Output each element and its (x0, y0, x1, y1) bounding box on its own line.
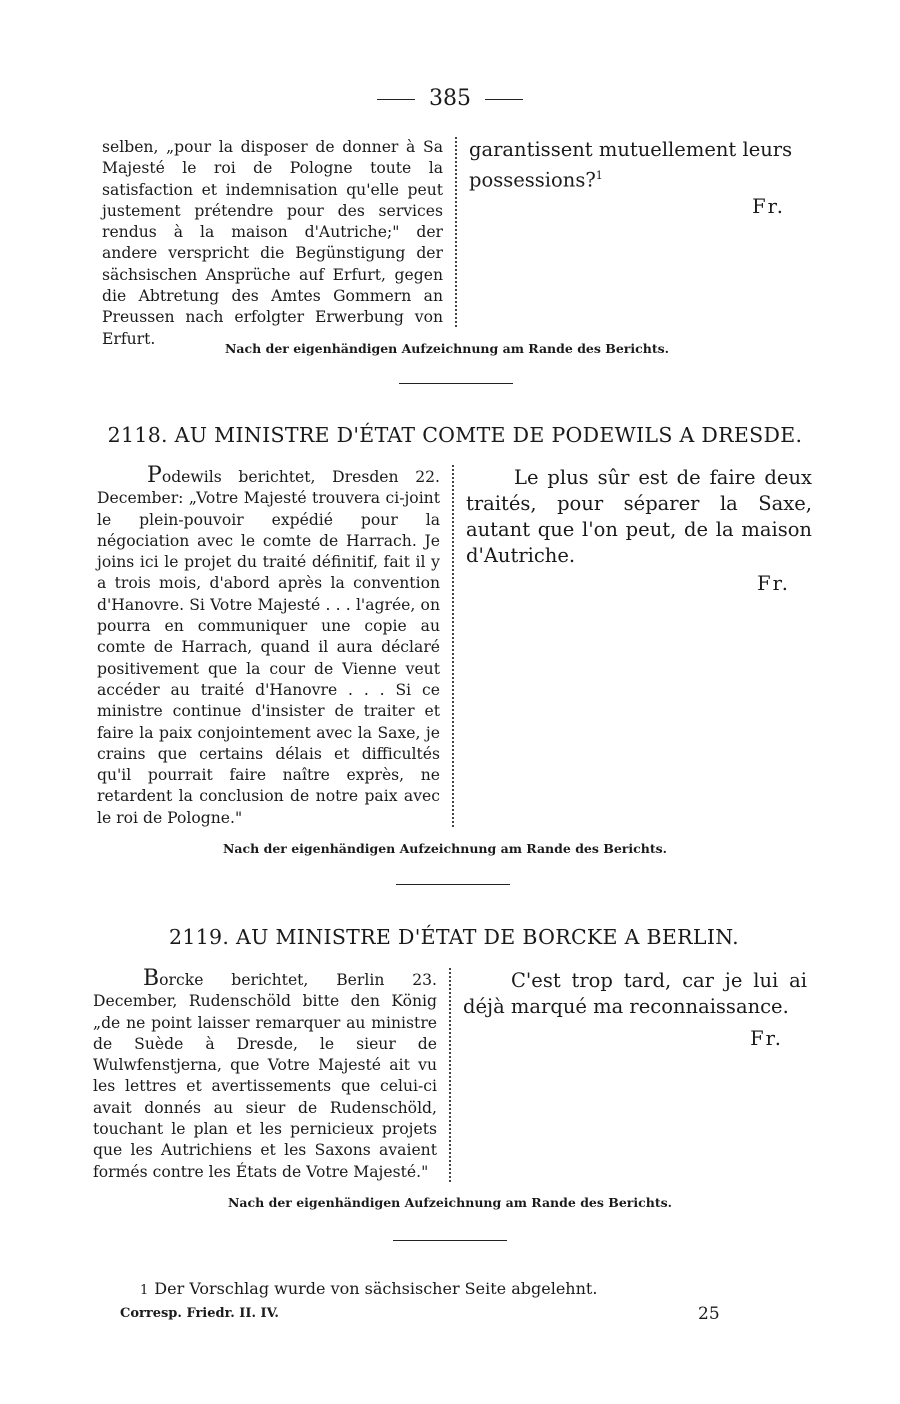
section-rule (396, 884, 510, 885)
continuation-left-text: selben, „pour la disposer de donner à Sa Majesté le roi de Pologne toute la satisfaction et indemnisation qu'elle peut justement prétendre pour des services rendus à la maison d'Autriche;" der andere verspricht die Begünstigung der sächsischen Ansprüche auf Erfurt, gegen die Abtretung des Amtes Gommern an Preussen nach erfolgter Erwerbung von Erfurt. (102, 138, 443, 348)
footnote-marker-ref: 1 (595, 169, 603, 182)
section-2119-signature: Fr. (750, 1027, 783, 1050)
page-number: 385 (429, 86, 471, 111)
section-2119-left-column (93, 968, 449, 1183)
section-2118-left-column (97, 465, 452, 829)
continuation-right-text: garantissent mutuellement leurs possessions?$^1$ (469, 138, 793, 192)
section-2118-signature: Fr. (757, 572, 790, 595)
section-rule (399, 383, 513, 384)
footer-signature-number: 25 (698, 1304, 720, 1324)
section-2119-left-text: orcke berichtet, Berlin 23. December, Rudenschöld bitte den König „de ne point laisser remarquer au ministre de Suède à Dresde, le sieur de Wulwfenstjerna, que Votre Majesté ait vu les lettres et avertissements que celui-ci avait donnés au sieur de Rudenschöld, touchant le plan et les pernicieux projets que les Autrichiens et les Saxons avaient formés contre les États de Votre Majesté." (93, 971, 437, 1181)
continuation-note: Nach der eigenhändigen Aufzeichnung am Rande des Berichts. (225, 341, 669, 356)
section-2119-right-text: C'est trop tard, car je lui ai déjà marqué ma reconnaissance. (463, 969, 807, 1018)
section-2118-heading: 2118. AU MINISTRE D'ÉTAT COMTE DE PODEWILS A DRESDE. (107, 423, 803, 447)
section-2119-right-column (451, 968, 807, 1183)
section-2118-note: Nach der eigenhändigen Aufzeichnung am Rande des Berichts. (223, 841, 667, 856)
section-2119-block (93, 968, 807, 1183)
continuation-right-column (457, 137, 809, 350)
footnote-text: Der Vorschlag wurde von sächsischer Seite abgelehnt. (154, 1279, 598, 1298)
continuation-block (102, 137, 809, 350)
footer-source: Corresp. Friedr. II. IV. (120, 1306, 279, 1321)
section-rule (393, 1240, 507, 1241)
section-2118-initial: P (147, 463, 162, 488)
page-header (0, 86, 900, 111)
section-2119-note: Nach der eigenhändigen Aufzeichnung am Rande des Berichts. (228, 1195, 672, 1210)
header-dash-right (485, 99, 523, 100)
section-2118-right-text: Le plus sûr est de faire deux traités, pour séparer la Saxe, autant que l'on peut, de la maison d'Autriche. (466, 466, 812, 567)
footnote-marker: 1 (140, 1283, 149, 1298)
section-2119-heading: 2119. AU MINISTRE D'ÉTAT DE BORCKE A BERLIN. (169, 925, 739, 949)
section-2118-left-text: odewils berichtet, Dresden 22. December: „Votre Majesté trouvera ci-joint le plein-pouvoir expédié pour la négociation avec le comte de Harrach. Je joins ici le projet du traité définitif, fait il y a trois mois, d'abord après la convention d'Hanovre. Si Votre Majesté . . . l'agrée, on pourra en communiquer une copie au comte de Harrach, quand il aura déclaré positivement que la cour de Vienne veut accéder au traité d'Hanovre . . . Si ce ministre continue d'insister de traiter et faire la paix conjointement avec la Saxe, je crains que certains délais et difficultés qu'il pourrait faire naître exprès, ne retardent la conclusion de notre paix avec le roi de Pologne." (97, 468, 440, 827)
footnote (140, 1279, 597, 1298)
section-2118-right-column (454, 465, 812, 829)
continuation-signature: Fr. (752, 194, 785, 218)
section-2119-initial: B (143, 966, 160, 991)
header-dash-left (377, 99, 415, 100)
section-2118-block (97, 465, 812, 829)
